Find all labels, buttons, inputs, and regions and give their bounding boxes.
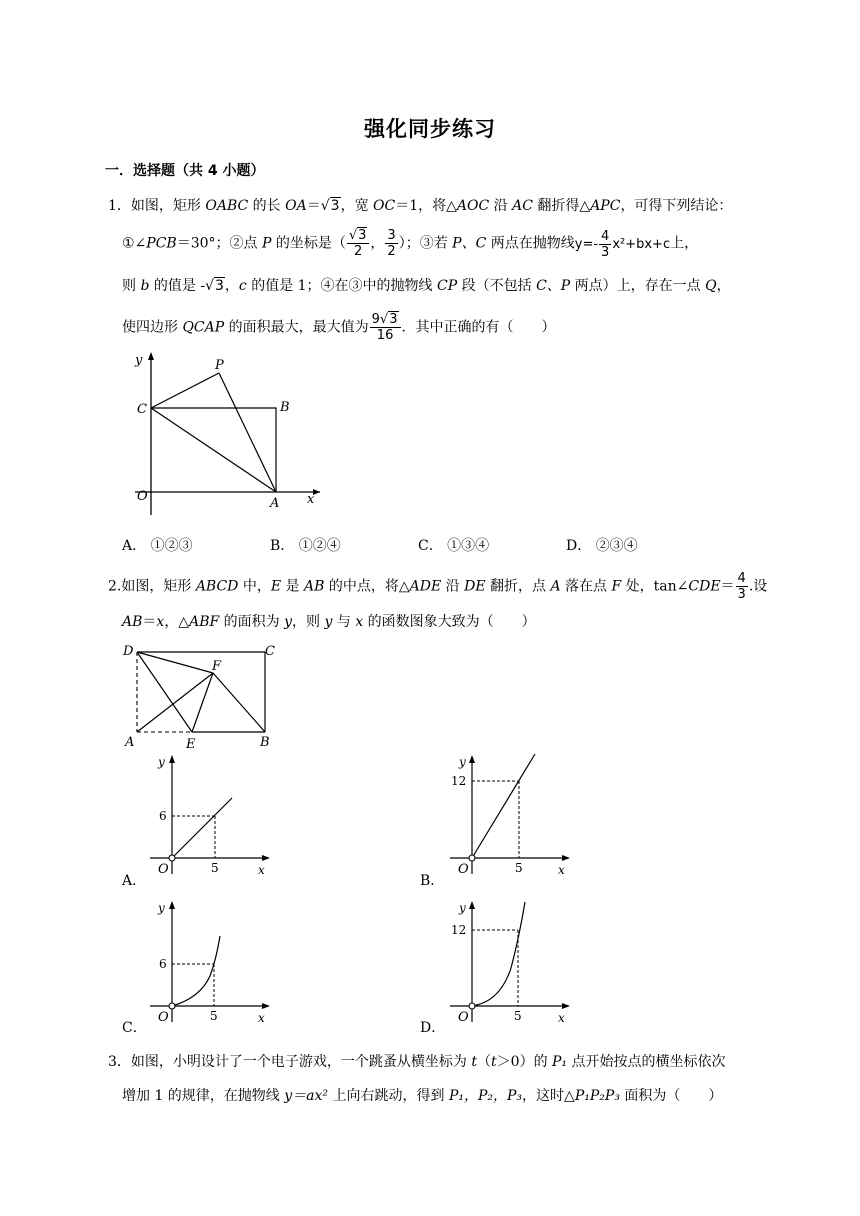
label-b: B — [280, 400, 290, 415]
q3-number: 3． — [108, 1054, 131, 1070]
label-e: E — [186, 737, 196, 752]
q1-line-3: 则 b 的值是 -√3，c 的值是 1；④在③中的抛物线 CP 段（不包括 C、P 两点）上，存在一点 Q， — [122, 278, 731, 294]
q2-figure — [115, 640, 285, 752]
page-title: 强化同步练习 — [364, 117, 496, 141]
q1-line-4: 使四边形 QCAP 的面积最大，最大值为 $\frac{9√3}{16}$ ．其中正确的有（ ） — [122, 312, 556, 343]
sqrt-3: √3 — [320, 198, 340, 214]
label-c: C — [137, 402, 147, 417]
origin-open-circle — [469, 1003, 475, 1009]
segment-de — [137, 652, 192, 732]
label-a: A — [270, 496, 280, 511]
fraction-9sqrt3-over-16: $\frac{9√3}{16}$ — [370, 312, 401, 343]
q1-line-2: ①∠PCB＝30°；②点 P 的坐标是（ $\frac{√3}{2}$ ， $\frac{3}{2}$ ）；③若 P、C 两点在抛物线y=- $\frac{4}{3}$ x²+bx+c上， — [122, 228, 699, 260]
q2-number: 2. — [108, 578, 122, 595]
q1-figure — [125, 350, 325, 520]
tick-label-y: 6 — [159, 957, 167, 971]
label-b: B — [260, 735, 270, 750]
label-f: F — [212, 659, 222, 674]
x-axis-arrow — [262, 1003, 270, 1009]
segment-df — [137, 652, 213, 673]
label-y: y — [459, 901, 466, 915]
label-p: P — [215, 358, 224, 373]
x-axis-arrow — [562, 855, 570, 861]
label-c: C — [265, 644, 275, 659]
q3-line-2: 增加 1 的规律，在抛物线 y＝ax² 上向右跳动，得到 P₁，P₂，P₃，这时△P₁P₂P₃ 面积为（ ） — [122, 1088, 723, 1104]
q2-option-a[interactable]: A． — [122, 873, 147, 889]
graph-c — [140, 898, 275, 1023]
label-x: x — [558, 863, 565, 877]
label-a: A — [125, 735, 135, 750]
graph-a — [140, 752, 275, 877]
label-o: O — [137, 489, 148, 504]
origin-open-circle — [469, 855, 475, 861]
origin-open-circle — [169, 855, 175, 861]
q2-line-1: 2.如图，矩形 ABCD 中，E 是 AB 的中点，将△ADE 沿 DE 翻折，点 A 落在点 F 处，tan∠CDE＝ $\frac{4}{3}$ .设 — [108, 571, 768, 602]
q1-line-1: 1．如图，矩形 OABC 的长 OA＝√3，宽 OC＝1，将△AOC 沿 AC 翻折得△APC，可得下列结论： — [108, 198, 733, 214]
q2-line-2: AB＝x，△ABF 的面积为 y，则 y 与 x 的函数图象大致为（ ） — [122, 614, 536, 630]
y-axis-arrow — [169, 755, 175, 763]
tick-label-x: 5 — [515, 861, 523, 875]
function-line — [472, 754, 535, 858]
function-curve — [472, 902, 525, 1006]
label-x: x — [307, 492, 315, 507]
section-header: 一．选择题（共 4 小题） — [105, 163, 265, 179]
label-y: y — [158, 901, 165, 915]
label-o: O — [158, 1010, 169, 1023]
label-y: y — [158, 755, 165, 769]
q2-option-b[interactable]: B． — [420, 873, 445, 889]
label-x: x — [258, 863, 265, 877]
label-x: x — [258, 1011, 265, 1023]
tick-label-y: 12 — [451, 923, 467, 937]
q1-option-d[interactable]: D． ②③④ — [566, 538, 638, 554]
tick-label-x: 5 — [514, 1009, 522, 1023]
q2-option-d[interactable]: D． — [420, 1020, 446, 1036]
label-x: x — [558, 1011, 565, 1023]
q1-option-c[interactable]: C． ①③④ — [418, 538, 490, 554]
parabola-expression: y=- $\frac{4}{3}$ x²+bx+c — [574, 228, 671, 260]
y-axis-arrow — [148, 352, 154, 360]
y-axis-arrow — [169, 901, 175, 909]
q1-number: 1． — [108, 198, 131, 214]
fraction-sqrt3-over-2: $\frac{√3}{2}$ — [347, 228, 370, 259]
q1-option-b[interactable]: B． ①②④ — [270, 538, 341, 554]
function-curve — [172, 936, 220, 1006]
fraction-4-over-3: $\frac{4}{3}$ — [737, 571, 746, 602]
y-axis-arrow — [469, 755, 475, 763]
segment-af — [137, 673, 213, 732]
segment-cp — [151, 373, 219, 408]
graph-b — [445, 752, 580, 877]
label-o: O — [458, 862, 469, 877]
tick-label-x: 5 — [211, 861, 219, 875]
y-axis-arrow — [469, 901, 475, 909]
label-d: D — [123, 644, 134, 659]
x-axis-arrow — [562, 1003, 570, 1009]
q1-option-a[interactable]: A． ①②③ — [122, 538, 193, 554]
tick-label-y: 12 — [451, 774, 467, 788]
label-y: y — [459, 755, 466, 769]
diagonal-ac — [151, 408, 276, 492]
label-y: y — [135, 353, 143, 368]
fraction-3-over-2: $\frac{3}{2}$ — [387, 228, 396, 259]
segment-pa — [219, 373, 276, 492]
q2-option-c[interactable]: C． — [122, 1020, 147, 1036]
function-line — [172, 798, 232, 858]
tick-label-y: 6 — [159, 809, 167, 823]
segment-fb — [213, 673, 265, 732]
tick-label-x: 5 — [210, 1009, 218, 1023]
q3-line-1: 3．如图，小明设计了一个电子游戏，一个跳蚤从横坐标为 t（t＞0）的 P₁ 点开始按点的横坐标依次 — [108, 1054, 726, 1070]
origin-open-circle — [169, 1003, 175, 1009]
label-o: O — [458, 1010, 469, 1023]
graph-d — [445, 898, 580, 1023]
label-o: O — [158, 862, 169, 877]
x-axis-arrow — [262, 855, 270, 861]
